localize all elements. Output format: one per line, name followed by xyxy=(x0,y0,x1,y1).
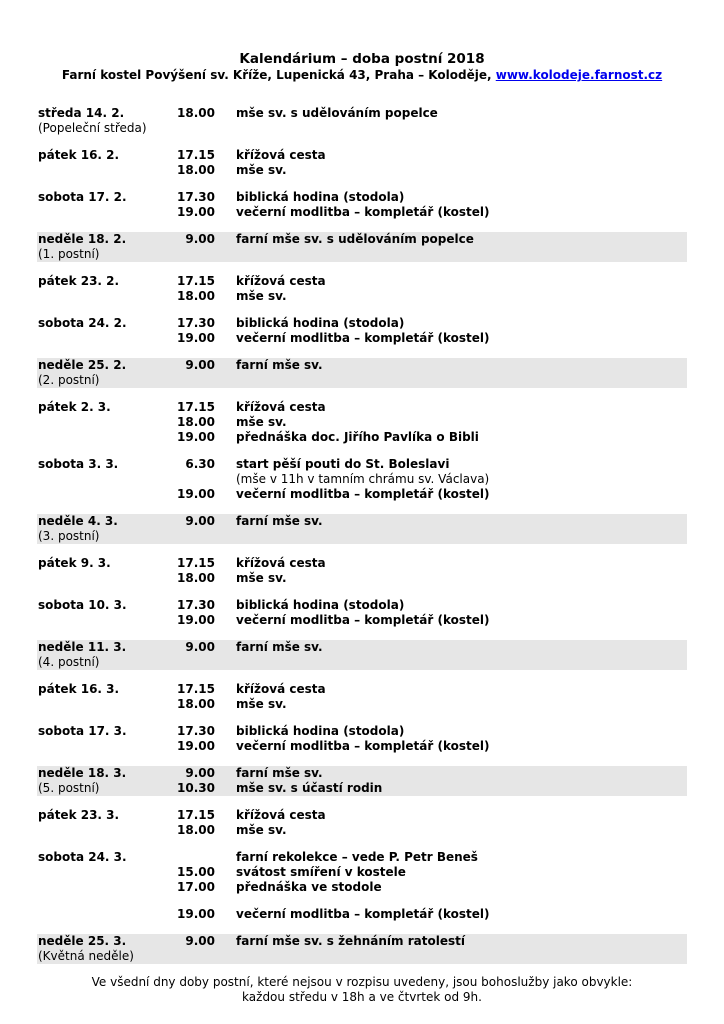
entry-note: (2. postní) xyxy=(38,373,100,387)
entry-event: mše sv. xyxy=(236,289,287,303)
schedule-line xyxy=(37,571,687,586)
entry-time: 19.00 xyxy=(177,487,215,501)
schedule-line xyxy=(37,556,687,571)
entry-time: 19.00 xyxy=(177,331,215,345)
schedule-line xyxy=(37,400,687,415)
schedule-entry-sunday xyxy=(37,232,687,262)
entry-event: křížová cesta xyxy=(236,400,326,414)
page-title: Kalendárium – doba postní 2018 xyxy=(239,51,485,67)
entry-event: farní mše sv. xyxy=(236,766,323,780)
entry-event: večerní modlitba – kompletář (kostel) xyxy=(236,613,490,627)
schedule-entry-sunday xyxy=(37,766,687,796)
entry-date: neděle 18. 2. xyxy=(38,232,127,246)
entry-date: sobota 17. 3. xyxy=(38,724,127,738)
entry-time: 18.00 xyxy=(177,415,215,429)
entry-event: mše sv. xyxy=(236,823,287,837)
schedule-entry-sunday xyxy=(37,358,687,388)
schedule-line xyxy=(37,781,687,796)
entry-event: svátost smíření v kostele xyxy=(236,865,406,879)
entry-time: 9.00 xyxy=(185,232,215,246)
schedule-line xyxy=(37,823,687,838)
schedule-line xyxy=(37,697,687,712)
entry-time: 18.00 xyxy=(177,106,215,120)
schedule-entry xyxy=(37,808,687,838)
schedule-entry xyxy=(37,316,687,346)
schedule-line xyxy=(37,766,687,781)
entry-date: sobota 17. 2. xyxy=(38,190,127,204)
schedule-line xyxy=(37,949,687,964)
entry-event: křížová cesta xyxy=(236,682,326,696)
entry-time: 18.00 xyxy=(177,697,215,711)
schedule-entry-sunday xyxy=(37,640,687,670)
entry-date: sobota 24. 2. xyxy=(38,316,127,330)
schedule-entry xyxy=(37,556,687,586)
schedule-line xyxy=(37,739,687,754)
entry-event: mše sv. xyxy=(236,697,287,711)
schedule-line xyxy=(37,934,687,949)
schedule-line xyxy=(37,247,687,262)
entry-event-detail: (mše v 11h v tamním chrámu sv. Václava) xyxy=(236,472,490,486)
schedule-line xyxy=(37,289,687,304)
entry-date: neděle 11. 3. xyxy=(38,640,127,654)
entry-note: (5. postní) xyxy=(38,781,100,795)
schedule-line xyxy=(37,232,687,247)
schedule-line xyxy=(37,655,687,670)
entry-event: mše sv. s udělováním popelce xyxy=(236,106,438,120)
entry-date: neděle 4. 3. xyxy=(38,514,118,528)
schedule-line xyxy=(37,190,687,205)
schedule-entry xyxy=(37,682,687,712)
entry-time: 17.15 xyxy=(177,400,215,414)
entry-time: 10.30 xyxy=(177,781,215,795)
entry-date: sobota 3. 3. xyxy=(38,457,119,471)
schedule-line xyxy=(37,106,687,121)
footer-note xyxy=(0,975,724,1005)
schedule-line xyxy=(37,529,687,544)
schedule-line xyxy=(37,331,687,346)
entry-event: farní mše sv. s udělováním popelce xyxy=(236,232,474,246)
entry-date: pátek 23. 2. xyxy=(38,274,120,288)
schedule-entry xyxy=(37,457,687,502)
entry-event: farní mše sv. xyxy=(236,640,323,654)
schedule-line xyxy=(37,850,687,865)
schedule-line xyxy=(37,415,687,430)
schedule-entry xyxy=(37,148,687,178)
schedule-line xyxy=(37,865,687,880)
footer-line-1: Ve všední dny doby postní, které nejsou v rozpisu uvedeny, jsou bohoslužby jako obvykle: xyxy=(91,975,633,989)
entry-time: 17.30 xyxy=(177,724,215,738)
entry-event: přednáška doc. Jiřího Pavlíka o Bibli xyxy=(236,430,479,444)
entry-date: pátek 16. 2. xyxy=(38,148,120,162)
schedule-line xyxy=(37,682,687,697)
schedule-line xyxy=(37,430,687,445)
entry-time: 17.30 xyxy=(177,316,215,330)
schedule-line xyxy=(37,316,687,331)
schedule-list xyxy=(37,106,687,976)
schedule-entry xyxy=(37,106,687,136)
entry-time: 15.00 xyxy=(177,865,215,879)
schedule-line xyxy=(37,457,687,472)
entry-time: 9.00 xyxy=(185,640,215,654)
schedule-line xyxy=(37,472,687,487)
entry-event: mše sv. xyxy=(236,571,287,585)
entry-event: křížová cesta xyxy=(236,148,326,162)
schedule-entry xyxy=(37,598,687,628)
schedule-line xyxy=(37,514,687,529)
entry-time: 9.00 xyxy=(185,358,215,372)
entry-time: 17.15 xyxy=(177,682,215,696)
entry-event: večerní modlitba – kompletář (kostel) xyxy=(236,205,490,219)
schedule-line xyxy=(37,205,687,220)
schedule-line xyxy=(37,163,687,178)
entry-time: 17.30 xyxy=(177,598,215,612)
entry-event: start pěší pouti do St. Boleslavi xyxy=(236,457,450,471)
entry-event: biblická hodina (stodola) xyxy=(236,316,405,330)
entry-date: středa 14. 2. xyxy=(38,106,125,120)
schedule-line xyxy=(37,274,687,289)
subtitle-text: Farní kostel Povýšení sv. Kříže, Lupenická 43, Praha – Koloděje, xyxy=(61,68,492,82)
schedule-line xyxy=(37,613,687,628)
footer-line-2: každou středu v 18h a ve čtvrtek od 9h. xyxy=(242,990,482,1004)
entry-event: farní mše sv. xyxy=(236,514,323,528)
entry-date: pátek 23. 3. xyxy=(38,808,120,822)
entry-time: 19.00 xyxy=(177,613,215,627)
schedule-entry xyxy=(37,850,687,922)
entry-date: neděle 25. 2. xyxy=(38,358,127,372)
schedule-entry xyxy=(37,274,687,304)
entry-event: biblická hodina (stodola) xyxy=(236,598,405,612)
entry-date: neděle 18. 3. xyxy=(38,766,127,780)
entry-event: mše sv. s účastí rodin xyxy=(236,781,383,795)
schedule-line xyxy=(37,487,687,502)
entry-date: neděle 25. 3. xyxy=(38,934,127,948)
schedule-line xyxy=(37,121,687,136)
entry-time: 17.15 xyxy=(177,808,215,822)
schedule-entry-sunday xyxy=(37,514,687,544)
entry-date: sobota 24. 3. xyxy=(38,850,127,864)
entry-note: (1. postní) xyxy=(38,247,100,261)
schedule-entry xyxy=(37,400,687,445)
entry-event: večerní modlitba – kompletář (kostel) xyxy=(236,331,490,345)
entry-event: farní mše sv. s žehnáním ratolestí xyxy=(236,934,465,948)
entry-note: (Popeleční středa) xyxy=(38,121,147,135)
schedule-line xyxy=(37,373,687,388)
schedule-line xyxy=(37,724,687,739)
entry-event: přednáška ve stodole xyxy=(236,880,382,894)
entry-time: 17.15 xyxy=(177,148,215,162)
entry-note: (Květná neděle) xyxy=(38,949,134,963)
entry-time: 9.00 xyxy=(185,766,215,780)
entry-time: 19.00 xyxy=(177,739,215,753)
schedule-line xyxy=(37,640,687,655)
schedule-line xyxy=(37,148,687,163)
entry-event: biblická hodina (stodola) xyxy=(236,190,405,204)
entry-event: večerní modlitba – kompletář (kostel) xyxy=(236,487,490,501)
entry-event: mše sv. xyxy=(236,163,287,177)
entry-time: 18.00 xyxy=(177,571,215,585)
entry-event: křížová cesta xyxy=(236,556,326,570)
parish-website-link[interactable]: www.kolodeje.farnost.cz xyxy=(495,68,663,82)
entry-time: 18.00 xyxy=(177,163,215,177)
entry-time: 18.00 xyxy=(177,823,215,837)
schedule-line xyxy=(37,907,687,922)
entry-time: 17.30 xyxy=(177,190,215,204)
entry-event: farní mše sv. xyxy=(236,358,323,372)
schedule-entry-sunday xyxy=(37,934,687,964)
entry-note: (3. postní) xyxy=(38,529,100,543)
entry-event: farní rekolekce – vede P. Petr Beneš xyxy=(236,850,478,864)
entry-event: biblická hodina (stodola) xyxy=(236,724,405,738)
schedule-line xyxy=(37,808,687,823)
entry-time: 17.00 xyxy=(177,880,215,894)
entry-event: křížová cesta xyxy=(236,274,326,288)
entry-time: 17.15 xyxy=(177,274,215,288)
schedule-line xyxy=(37,358,687,373)
entry-time: 19.00 xyxy=(177,205,215,219)
entry-time: 9.00 xyxy=(185,514,215,528)
schedule-line xyxy=(37,598,687,613)
entry-date: pátek 9. 3. xyxy=(38,556,111,570)
entry-time: 9.00 xyxy=(185,934,215,948)
entry-note: (4. postní) xyxy=(38,655,100,669)
entry-event: večerní modlitba – kompletář (kostel) xyxy=(236,907,490,921)
entry-event: mše sv. xyxy=(236,415,287,429)
schedule-line xyxy=(37,880,687,895)
entry-event: večerní modlitba – kompletář (kostel) xyxy=(236,739,490,753)
entry-date: pátek 2. 3. xyxy=(38,400,111,414)
entry-date: sobota 10. 3. xyxy=(38,598,127,612)
entry-event: křížová cesta xyxy=(236,808,326,822)
entry-time: 19.00 xyxy=(177,430,215,444)
schedule-entry xyxy=(37,724,687,754)
entry-time: 19.00 xyxy=(177,907,215,921)
entry-time: 6.30 xyxy=(185,457,215,471)
entry-date: pátek 16. 3. xyxy=(38,682,120,696)
entry-time: 17.15 xyxy=(177,556,215,570)
schedule-entry xyxy=(37,190,687,220)
entry-time: 18.00 xyxy=(177,289,215,303)
page-subtitle xyxy=(0,68,724,83)
